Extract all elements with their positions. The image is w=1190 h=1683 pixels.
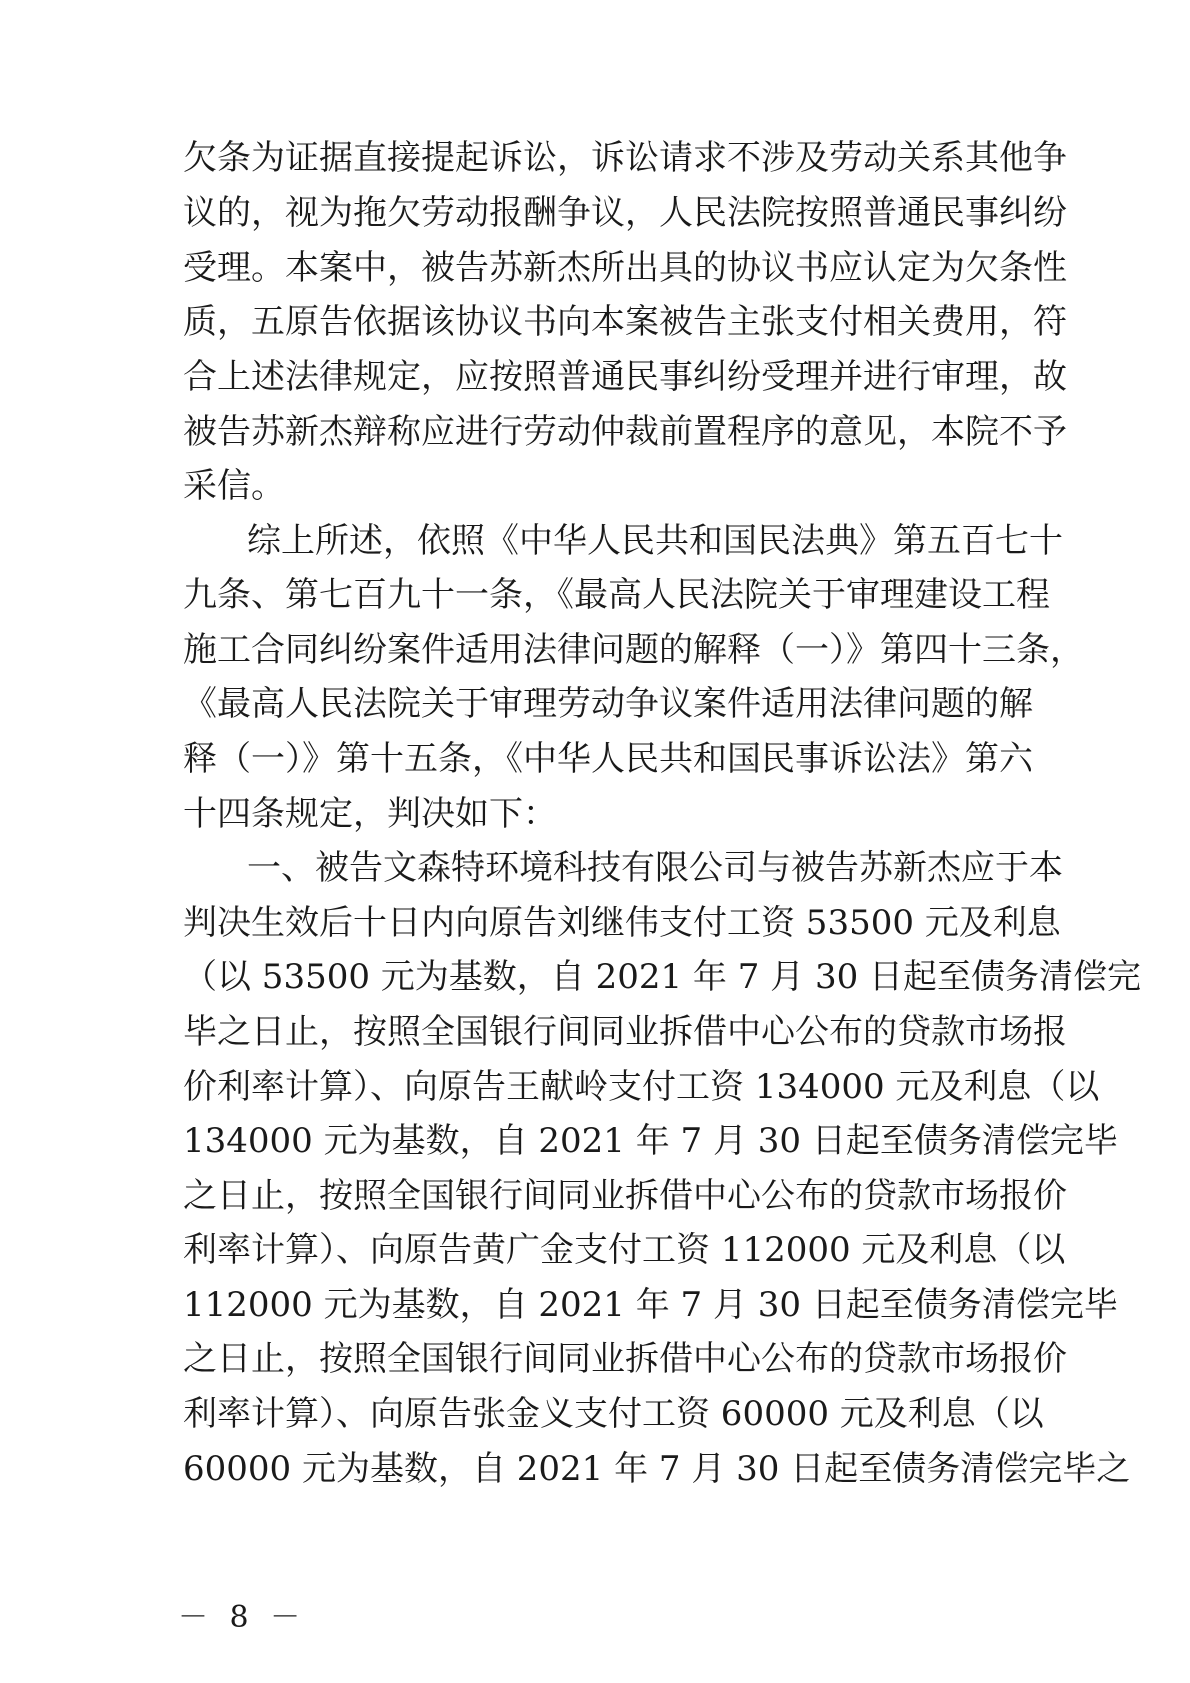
paragraph-start-line: 一、被告文森特环境科技有限公司与被告苏新杰应于本	[247, 848, 1063, 888]
paragraph-start-line: 综上所述，依照《中华人民共和国民法典》第五百七十	[247, 521, 1063, 561]
text-line: 九条、第七百九十一条，《最高人民法院关于审理建设工程	[183, 575, 1050, 615]
text-line: 134000 元为基数，自 2021 年 7 月 30 日起至债务清偿完毕	[183, 1121, 1118, 1161]
text-line: 欠条为证据直接提起诉讼，诉讼请求不涉及劳动关系其他争	[183, 138, 1067, 178]
text-line: 质，五原告依据该协议书向本案被告主张支付相关费用，符	[183, 302, 1067, 342]
text-line: 之日止，按照全国银行间同业拆借中心公布的贷款市场报价	[183, 1339, 1067, 1379]
text-line: 60000 元为基数，自 2021 年 7 月 30 日起至债务清偿完毕之	[183, 1449, 1131, 1489]
text-line: 合上述法律规定，应按照普通民事纠纷受理并进行审理，故	[183, 357, 1067, 397]
text-line: 112000 元为基数，自 2021 年 7 月 30 日起至债务清偿完毕	[183, 1285, 1118, 1325]
text-line: 采信。	[183, 466, 285, 506]
text-line: 被告苏新杰辩称应进行劳动仲裁前置程序的意见，本院不予	[183, 412, 1067, 452]
text-line: 价利率计算）、向原告王献岭支付工资 134000 元及利息（以	[183, 1067, 1100, 1107]
text-line: 受理。本案中，被告苏新杰所出具的协议书应认定为欠条性	[183, 248, 1067, 288]
text-line: 十四条规定，判决如下：	[183, 794, 557, 834]
text-line: 议的，视为拖欠劳动报酬争议，人民法院按照普通民事纠纷	[183, 193, 1067, 233]
text-line: 释（一）》第十五条，《中华人民共和国民事诉讼法》第六	[183, 739, 1033, 779]
text-line: （以 53500 元为基数，自 2021 年 7 月 30 日起至债务清偿完	[183, 957, 1142, 997]
text-line: 《最高人民法院关于审理劳动争议案件适用法律问题的解	[183, 684, 1033, 724]
text-line: 判决生效后十日内向原告刘继伟支付工资 53500 元及利息	[183, 903, 1061, 943]
text-line: 利率计算）、向原告张金义支付工资 60000 元及利息（以	[183, 1394, 1044, 1434]
text-line: 施工合同纠纷案件适用法律问题的解释（一）》第四十三条，	[183, 630, 1084, 670]
text-line: 毕之日止，按照全国银行间同业拆借中心公布的贷款市场报	[183, 1012, 1067, 1052]
page-number: － 8 －	[178, 1600, 307, 1635]
text-line: 之日止，按照全国银行间同业拆借中心公布的贷款市场报价	[183, 1176, 1067, 1216]
text-line: 利率计算）、向原告黄广金支付工资 112000 元及利息（以	[183, 1230, 1066, 1270]
